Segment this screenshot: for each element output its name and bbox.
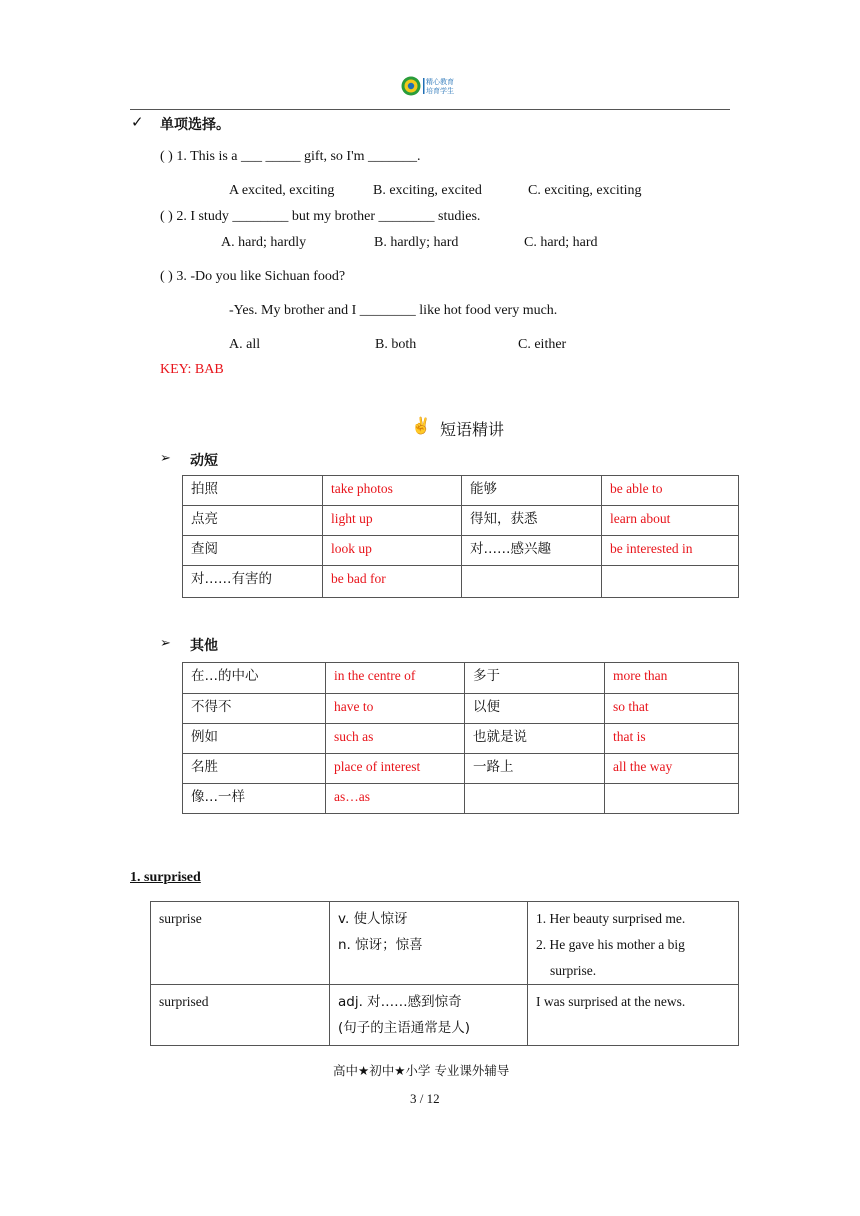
q3-option-c: C. either [518,337,567,352]
table-row [183,754,739,784]
footer-tagline: 高中★初中★小学 专业课外辅导 [333,1063,510,1078]
logo-text-1: 精心教育 [426,78,454,86]
verb-phrase-table [182,475,739,598]
verb-phrases-heading: 动短 [190,453,218,469]
question-3-stem: ( ) 3. -Do you like Sichuan food? [160,269,346,284]
check-mark-icon: ✓ [131,115,144,131]
word-usage-table [150,901,739,1046]
table-cell: that is [605,724,739,754]
example-2: 2. He gave his mother a big [536,937,685,952]
table-cell: 一路上 [465,754,605,784]
table-cell: 以便 [465,694,605,724]
table-cell: 对……有害的 [183,566,323,598]
table-cell: all the way [605,754,739,784]
q1-option-b: B. exciting, excited [373,183,482,198]
table-row [183,724,739,754]
table-cell: 对……感兴趣 [462,536,602,566]
q1-option-a: A excited, exciting [229,183,335,198]
table-row [183,536,739,566]
table-row [183,506,739,536]
header-divider [130,109,730,110]
section-title-choice: 单项选择。 [160,117,230,133]
answer-key: KEY: BAB [160,362,224,377]
q3-option-b: B. both [375,337,417,352]
table-cell: light up [323,506,462,536]
table-cell: in the centre of [326,663,465,694]
header-logo [401,76,459,96]
table-cell [528,902,739,985]
page-number: 3 / 12 [410,1091,440,1106]
table-cell: be able to [602,476,739,506]
table-row [183,566,739,598]
table-cell: learn about [602,506,739,536]
q1-option-c: C. exciting, exciting [528,183,642,198]
table-cell [465,784,605,814]
table-cell [528,985,739,1046]
table-cell: look up [323,536,462,566]
table-row [151,985,739,1046]
q3-option-a: A. all [229,337,261,352]
table-row [183,694,739,724]
table-cell [605,784,739,814]
table-cell [330,985,528,1046]
table-cell: 点亮 [183,506,323,536]
usage-note: (句子的主语通常是人) [338,1020,471,1036]
table-cell: 例如 [183,724,326,754]
q2-option-b: B. hardly; hard [374,235,459,250]
table-cell: 像…一样 [183,784,326,814]
table-cell: place of interest [326,754,465,784]
other-phrases-heading: 其他 [190,638,218,654]
table-cell: be bad for [323,566,462,598]
table-cell: 得知，获悉 [462,506,602,536]
table-row [183,784,739,814]
example-3: I was surprised at the news. [536,994,686,1009]
table-cell: 拍照 [183,476,323,506]
example-2-cont: surprise. [550,963,597,978]
table-cell: as…as [326,784,465,814]
example-1: 1. Her beauty surprised me. [536,911,686,926]
table-cell: 名胜 [183,754,326,784]
table-row [183,663,739,694]
q2-option-c: C. hard; hard [524,235,598,250]
question-2-stem: ( ) 2. I study ________ but my brother ________ studies. [160,209,481,224]
q2-option-a: A. hard; hardly [221,235,307,250]
table-cell: so that [605,694,739,724]
definition-verb: v. 使人惊讶 [338,911,408,927]
word-heading: 1. surprised [130,870,201,885]
table-row [151,902,739,985]
table-cell: surprise [151,902,330,985]
table-cell: surprised [151,985,330,1046]
logo-text-2: 培育学生 [426,87,454,95]
victory-hand-icon: ✌ [411,418,431,435]
table-cell: 能够 [462,476,602,506]
table-cell: 查阅 [183,536,323,566]
arrow-bullet-icon: ➢ [160,635,171,650]
section-title-phrases: 短语精讲 [440,420,505,439]
table-cell [602,566,739,598]
table-cell: 不得不 [183,694,326,724]
table-cell: 在…的中心 [183,663,326,694]
other-phrase-table [182,662,739,814]
definition-adj: adj. 对……感到惊奇 [338,994,462,1010]
table-cell: be interested in [602,536,739,566]
table-cell: 多于 [465,663,605,694]
table-cell: 也就是说 [465,724,605,754]
question-1-stem: ( ) 1. This is a ___ _____ gift, so I'm _______. [160,149,421,164]
table-cell [330,902,528,985]
table-cell: more than [605,663,739,694]
question-3-line2: -Yes. My brother and I ________ like hot food very much. [229,303,558,318]
table-row [183,476,739,506]
table-cell [462,566,602,598]
table-cell: such as [326,724,465,754]
table-cell: have to [326,694,465,724]
table-cell: take photos [323,476,462,506]
definition-noun: n. 惊讶；惊喜 [338,937,423,953]
arrow-bullet-icon: ➢ [160,450,171,465]
